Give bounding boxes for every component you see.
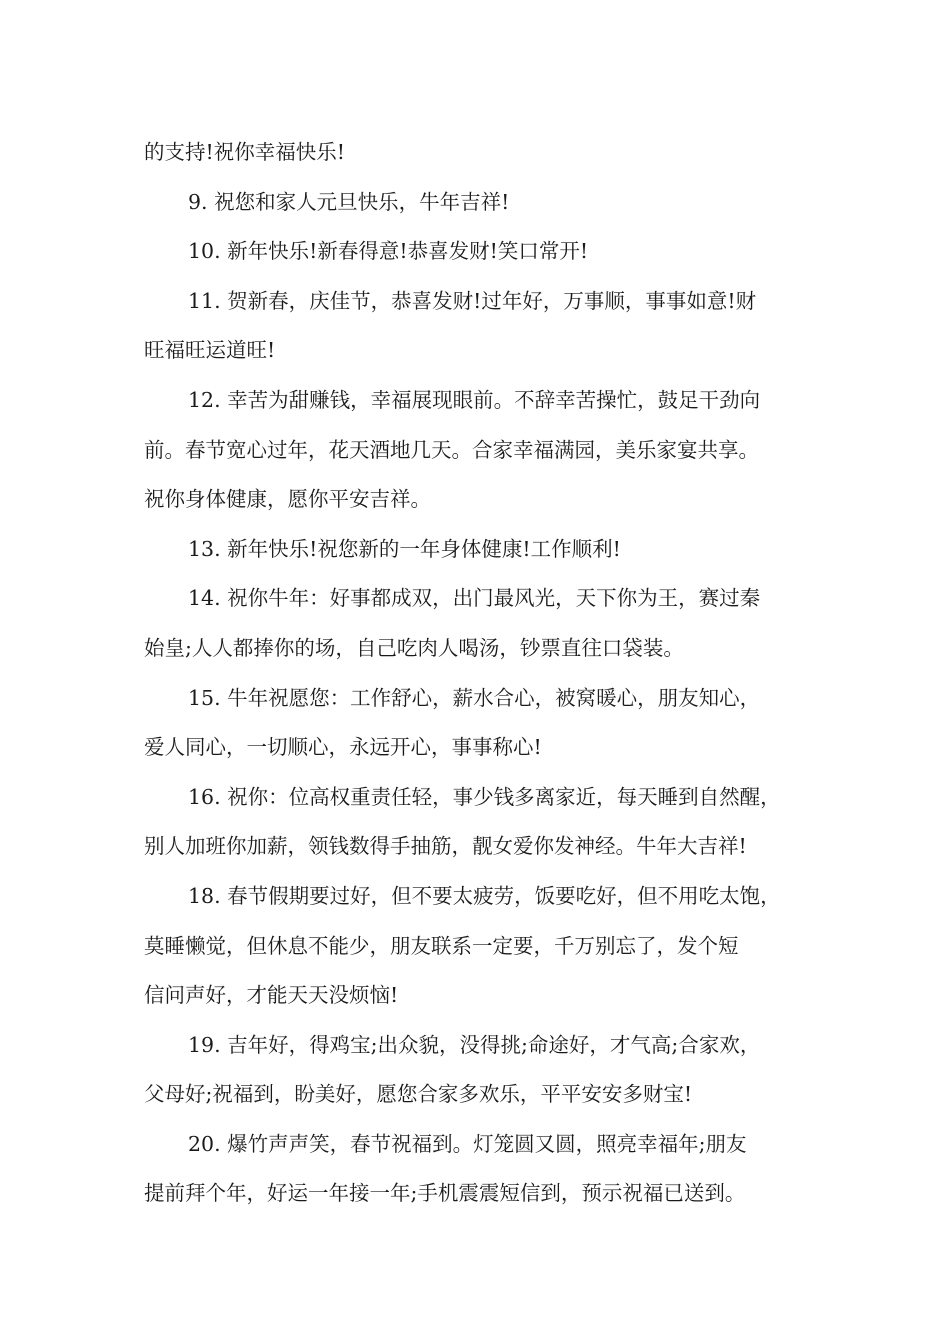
- list-item-12: 12. 幸苦为甜赚钱，幸福展现眼前。不辞幸苦操忙，鼓足干劲向: [188, 387, 761, 412]
- list-item-13: 13. 新年快乐!祝您新的一年身体健康!工作顺利!: [188, 536, 621, 561]
- text-line: 莫睡懒觉，但休息不能少，朋友联系一定要，千万别忘了，发个短: [144, 933, 739, 958]
- text-line: 始皇;人人都捧你的场，自己吃肉人喝汤，钞票直往口袋装。: [144, 635, 684, 660]
- text-line: 提前拜个年，好运一年接一年;手机震震短信到，预示祝福已送到。: [144, 1181, 746, 1206]
- text-line: 爱人同心，一切顺心，永远开心，事事称心!: [144, 735, 542, 760]
- list-item-20: 20. 爆竹声声笑，春节祝福到。灯笼圆又圆，照亮幸福年;朋友: [188, 1131, 747, 1156]
- list-item-11: 11. 贺新春，庆佳节，恭喜发财!过年好，万事顺，事事如意!财: [188, 288, 757, 313]
- list-item-19: 19. 吉年好，得鸡宝;出众貌，没得挑;命途好，才气高;合家欢，: [188, 1032, 761, 1057]
- text-line: 祝你身体健康，愿你平安吉祥。: [144, 487, 431, 512]
- text-line: 别人加班你加薪，领钱数得手抽筋，靓女爱你发神经。牛年大吉祥!: [144, 834, 747, 859]
- list-item-9: 9. 祝您和家人元旦快乐，牛年吉祥!: [188, 189, 510, 214]
- text-line: 父母好;祝福到，盼美好，愿您合家多欢乐，平平安安多财宝!: [144, 1082, 693, 1107]
- text-line: 旺福旺运道旺!: [144, 338, 276, 363]
- list-item-15: 15. 牛年祝愿您：工作舒心，薪水合心，被窝暖心，朋友知心，: [188, 685, 761, 710]
- text-line: 前。春节宽心过年，花天酒地几天。合家幸福满园，美乐家宴共享。: [144, 437, 759, 462]
- document-body: [144, 128, 824, 1219]
- list-item-18: 18. 春节假期要过好，但不要太疲劳，饭要吃好，但不用吃太饱，: [188, 883, 781, 908]
- text-line: 的支持!祝你幸福快乐!: [144, 140, 345, 164]
- list-item-14: 14. 祝你牛年：好事都成双，出门最风光，天下你为王，赛过秦: [188, 586, 761, 611]
- list-item-10: 10. 新年快乐!新春得意!恭喜发财!笑口常开!: [188, 239, 589, 264]
- list-item-16: 16. 祝你：位高权重责任轻，事少钱多离家近，每天睡到自然醒，: [188, 784, 781, 809]
- text-line: 信问声好，才能天天没烦恼!: [144, 983, 399, 1008]
